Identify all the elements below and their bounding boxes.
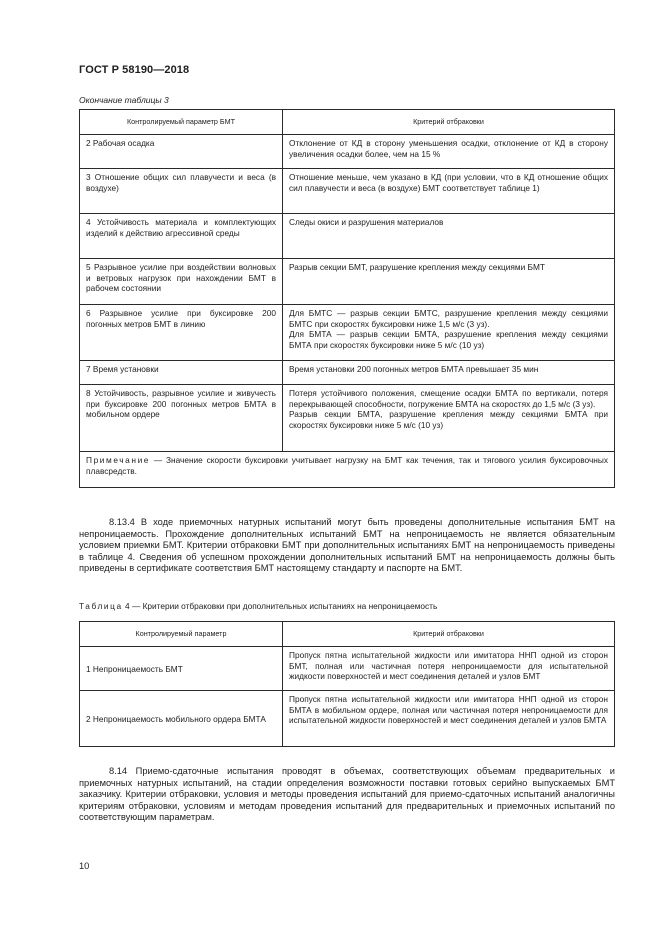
table3-criteria-cell: Разрыв секции БМТ, разрушение крепления между секциями БМТ: [283, 259, 615, 305]
table4-criteria-cell: Пропуск пятна испытательной жидкости или имитатора ННП одной из сторон БМТ, полная или частичная потеря непроницаемости для испытательной жидкости поверхностей и мест соединения деталей и узлов БМТ: [283, 647, 615, 691]
table3-header-param: Контролируемый параметр БМТ: [80, 110, 283, 135]
table-row: [80, 169, 615, 214]
table3-criteria-cell: Отношение меньше, чем указано в КД (при условии, что в КД отношение общих сил плавучести и веса (в воздухе) БМТ соответствует таблице 1): [283, 169, 615, 214]
table4-caption-label: Таблица: [79, 601, 123, 611]
table4-criteria-cell: Пропуск пятна испытательной жидкости или имитатора ННП одной из сторон БМТА в мобильном ордере, полная или частичная потеря непроницаемости для испытательной жидкости поверхностей и мест соединения деталей и узлов БМТА: [283, 691, 615, 747]
table-row: [80, 305, 615, 361]
table3-param-cell: 8 Устойчивость, разрывное усилие и живучесть при буксировке 200 погонных метров БМТА в мобильном ордере: [80, 385, 283, 452]
paragraph-8-14: 8.14 Приемо-сдаточные испытания проводят в объемах, соответствующих объемам предварительных и приемочных натурных испытаний, на стадии определения возможности поставки готовых серийно выпускаемых БМТ заказчику. Критерии отбраковки, условия и методы проведения испытаний для приемо-сдаточных испытаний аналогичны критериям отбраковки, условиям и методам проведения испытаний для предварительных и приемочных испытаний по соответствующим параметрам.: [79, 766, 615, 823]
table-row: [80, 647, 615, 691]
table3-criteria-cell: Отклонение от КД в сторону уменьшения осадки, отклонение от КД в сторону увеличения осадки более, чем на 15 %: [283, 135, 615, 169]
table4-caption: [79, 601, 437, 611]
table3-param-cell: 3 Отношение общих сил плавучести и веса (в воздухе): [80, 169, 283, 214]
table4-header-param: Контролируемый параметр: [80, 622, 283, 647]
criteria-line: Для БМТА — разрыв секции БМТА, разрушение крепления между секциями БМТА при скоростях буксировки ниже 5 м/с (10 уз): [289, 329, 608, 350]
table3-param-cell: 6 Разрывное усилие при буксировке 200 погонных метров БМТ в линию: [80, 305, 283, 361]
table3-criteria-cell: [283, 385, 615, 452]
table3-caption: Окончание таблицы 3: [79, 95, 169, 105]
table3-param-cell: 2 Рабочая осадка: [80, 135, 283, 169]
table3-header-row: [80, 110, 615, 135]
table3-criteria-cell: Время установки 200 погонных метров БМТА превышает 35 мин: [283, 361, 615, 385]
table3-param-cell: 7 Время установки: [80, 361, 283, 385]
table3-note: [80, 452, 615, 488]
table4-header-row: [80, 622, 615, 647]
table3-param-cell: 4 Устойчивость материала и комплектующих изделий к действию агрессивной среды: [80, 214, 283, 259]
table4-caption-text: 4 — Критерии отбраковки при дополнительных испытаниях на непроницаемость: [125, 601, 438, 611]
table4-header-criteria: Критерий отбраковки: [283, 622, 615, 647]
note-text: — Значение скорости буксировки учитывает нагрузку на БМТ как течения, так и тягового усилия буксировочных плавсредств.: [86, 455, 608, 476]
table4-param-cell: 1 Непроницаемость БМТ: [80, 647, 283, 691]
page-number: 10: [79, 861, 90, 871]
table-row: [80, 691, 615, 747]
criteria-line: Потеря устойчивого положения, смещение осадки БМТА по вертикали, потеря перекрывающей способности, погружение БМТА на скоростях до 1,5 м/с (3 уз).: [289, 388, 608, 409]
note-label: Примечание: [86, 455, 151, 465]
paragraph-8-13-4: 8.13.4 В ходе приемочных натурных испытаний могут быть проведены дополнительные испытания БМТ на непроницаемость. Прохождение дополнительных испытаний БМТ на непроницаемость не является обязательным условием приемки БМТ. Критерии отбраковки БМТ при дополнительных испытаниях БМТ на непроницаемость приведены в таблице 4. Сведения об успешном прохождении дополнительных испытаний БМТ на непроницаемость должны быть приведены в сертификате соответствия БМТ настоящему стандарту и паспорте на БМТ.: [79, 517, 615, 574]
table-row: [80, 214, 615, 259]
table3-criteria-cell: Следы окиси и разрушения материалов: [283, 214, 615, 259]
table3-param-cell: 5 Разрывное усилие при воздействии волновых и ветровых нагрузок при нахождении БМТ в рабочем состоянии: [80, 259, 283, 305]
table3-note-row: [80, 452, 615, 488]
standard-title: ГОСТ Р 58190—2018: [79, 64, 190, 76]
table4: [79, 621, 615, 747]
criteria-line: Для БМТС — разрыв секции БМТС, разрушение крепления между секциями БМТС при скоростях буксировки ниже 1,5 м/с (3 уз).: [289, 308, 608, 329]
criteria-line: Разрыв секции БМТА, разрушение крепления между секциями БМТА при скоростях буксировки ниже 5 м/с (10 уз): [289, 409, 608, 430]
table3: [79, 109, 615, 488]
table-row: [80, 361, 615, 385]
table-row: [80, 385, 615, 452]
table3-criteria-cell: [283, 305, 615, 361]
table3-header-criteria: Критерий отбраковки: [283, 110, 615, 135]
table-row: [80, 259, 615, 305]
table-row: [80, 135, 615, 169]
table4-param-cell: 2 Непроницаемость мобильного ордера БМТА: [80, 691, 283, 747]
